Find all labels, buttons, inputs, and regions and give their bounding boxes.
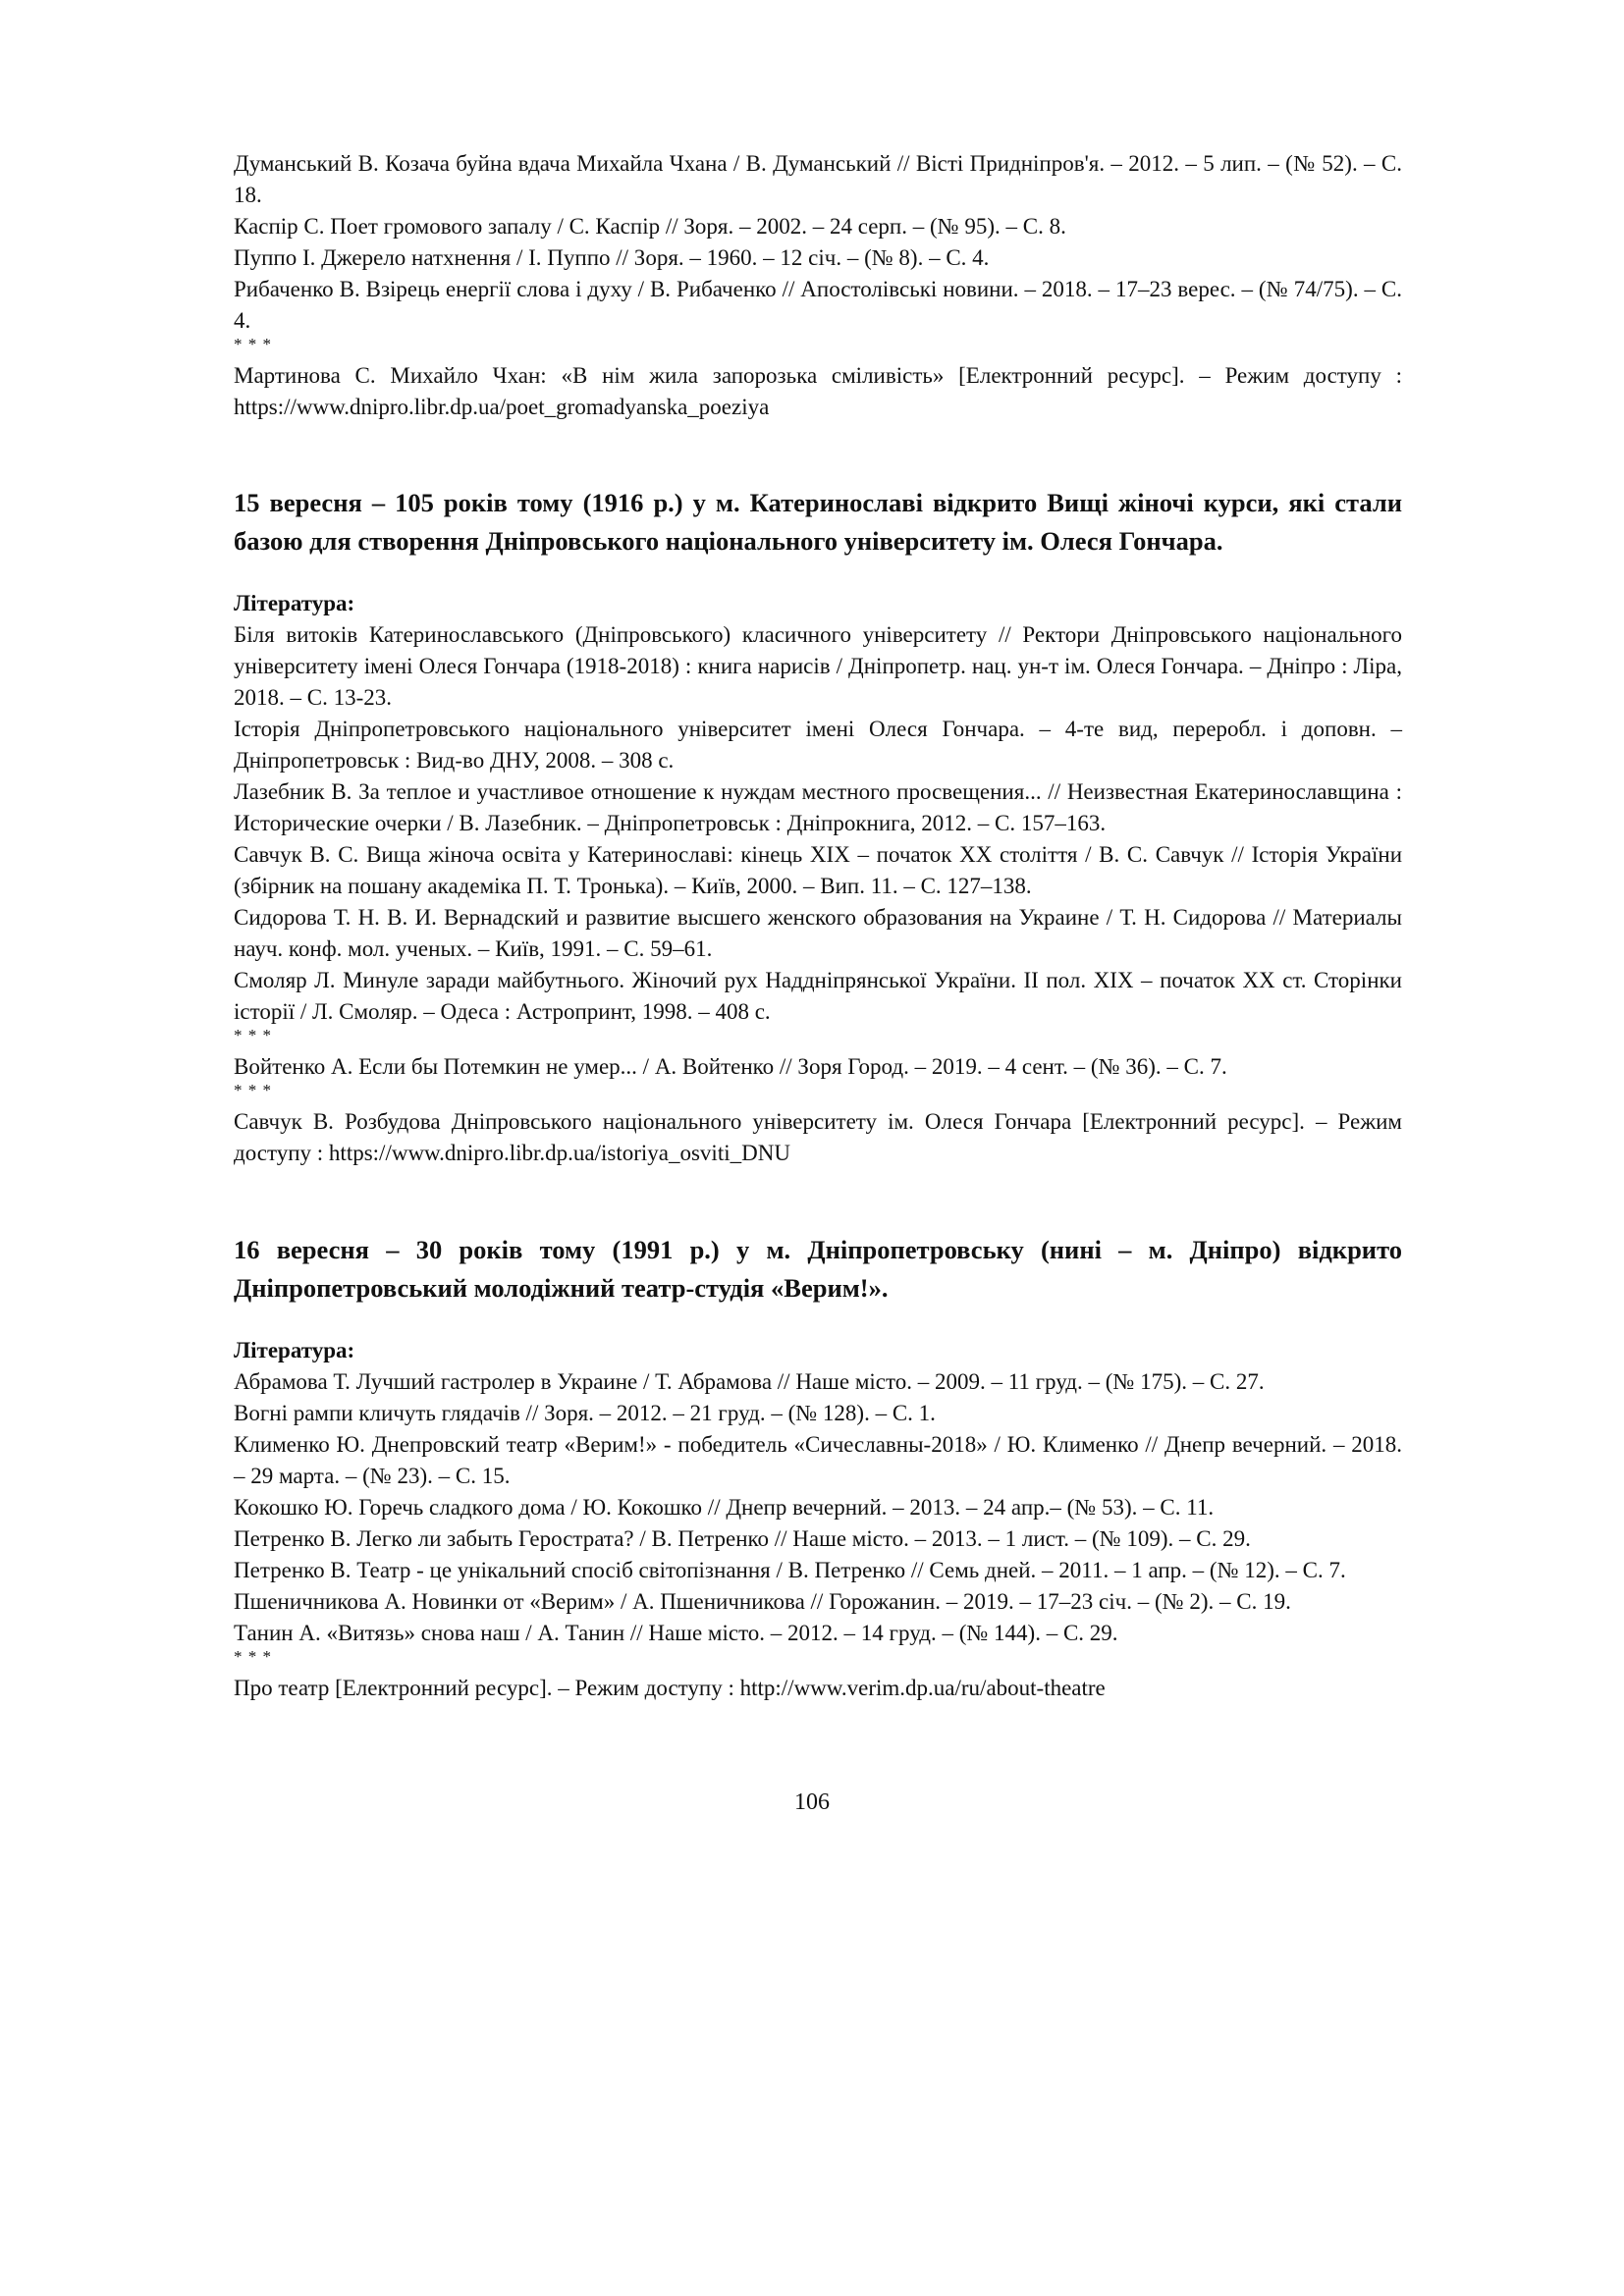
bibliography-entry: Лазебник В. За теплое и участливое отношение к нуждам местного просвещения... // Неизвестная Екатеринославщина : Исторические очерки / В. Лазебник. – Дніпропетровськ : Дніпрокнига, 2012. – С. 157–163.	[234, 779, 1402, 835]
section-separator: * * *	[234, 1026, 272, 1044]
top-bibliography-block	[234, 148, 1402, 423]
press-entry: Войтенко А. Если бы Потемкин не умер... / А. Войтенко // Зоря Город. – 2019. – 4 сент. – (№ 36). – С. 7.	[234, 1054, 1227, 1079]
bibliography-entry: Історія Дніпропетровського національного університет імені Олеся Гончара. – 4-те вид, переробл. і доповн. – Дніпропетровськ : Вид-во ДНУ, 2008. – 308 с.	[234, 717, 1402, 773]
online-resource-entry: Про театр [Електронний ресурс]. – Режим доступу : http://www.verim.dp.ua/ru/about-theatre	[234, 1676, 1106, 1700]
bibliography-entry: Абрамова Т. Лучший гастролер в Украине / Т. Абрамова // Наше місто. – 2009. – 11 груд. – (№ 175). – С. 27.	[234, 1369, 1265, 1394]
online-resource-entry: Мартинова С. Михайло Чхан: «В нім жила запорозька сміливість» [Електронний ресурс]. – Режим доступу : https://www.dnipro.libr.dp.ua/poet_gromadyanska_poeziya	[234, 363, 1402, 419]
bibliography-entry: Савчук В. С. Вища жіноча освіта у Катеринославі: кінець XIX – початок XX століття / В. С. Савчук // Історія України (збірник на пошану академіка П. Т. Тронька). – Київ, 2000. – Вип. 11. – С. 127–138.	[234, 842, 1402, 898]
bibliography-entry: Петренко В. Театр - це унікальний спосіб світопізнання / В. Петренко // Семь дней. – 2011. – 1 апр. – (№ 12). – С. 7.	[234, 1558, 1346, 1582]
event-title: 16 вересня – 30 років тому (1991 р.) у м. Дніпропетровську (нині – м. Дніпро) відкрито Дніпропетровський молодіжний театр-студія «Верим!».	[234, 1235, 1402, 1303]
bibliography-entry: Біля витоків Катеринославського (Дніпровського) класичного університету // Ректори Дніпровського національного університету імені Олеся Гончара (1918-2018) : книга нарисів / Дніпропетр. нац. ун-т ім. Олеся Гончара. – Дніпро : Ліра, 2018. – С. 13-23.	[234, 622, 1402, 710]
event-section-sept-15	[234, 484, 1402, 1169]
bibliography-entry: Смоляр Л. Минуле заради майбутнього. Жіночий рух Наддніпрянської України. II пол. XIX – початок XX ст. Сторінки історії / Л. Смоляр. – Одеса : Астропринт, 1998. – 408 с.	[234, 968, 1402, 1024]
bibliography-entry: Кокошко Ю. Горечь сладкого дома / Ю. Кокошко // Днепр вечерний. – 2013. – 24 апр.– (№ 53). – С. 11.	[234, 1495, 1215, 1520]
bibliography-entry: Рибаченко В. Взірець енергії слова і духу / В. Рибаченко // Апостолівські новини. – 2018. – 17–23 верес. – (№ 74/75). – С. 4.	[234, 277, 1402, 333]
page-number: 106	[794, 1789, 830, 1815]
bibliography-entry: Танин А. «Витязь» снова наш / А. Танин // Наше місто. – 2012. – 14 груд. – (№ 144). – С. 29.	[234, 1621, 1118, 1645]
section-separator: * * *	[234, 1081, 272, 1099]
page-content	[234, 148, 1402, 1704]
bibliography-entry: Петренко В. Легко ли забыть Герострата? / В. Петренко // Наше місто. – 2013. – 1 лист. – (№ 109). – С. 29.	[234, 1526, 1251, 1551]
bibliography-entry: Пшеничникова А. Новинки от «Верим» / А. Пшеничникова // Горожанин. – 2019. – 17–23 січ. – (№ 2). – С. 19.	[234, 1589, 1291, 1614]
bibliography-entry: Думанський В. Козача буйна вдача Михайла Чхана / В. Думанський // Вісті Придніпров'я. – 2012. – 5 лип. – (№ 52). – С. 18.	[234, 151, 1402, 207]
section-separator: * * *	[234, 1647, 272, 1666]
bibliography-entry: Вогні рампи кличуть глядачів // Зоря. – 2012. – 21 груд. – (№ 128). – С. 1.	[234, 1401, 936, 1425]
bibliography-entry: Клименко Ю. Днепровский театр «Верим!» - победитель «Сичеславны-2018» / Ю. Клименко // Днепр вечерний. – 2018. – 29 марта. – (№ 23). – С. 15.	[234, 1432, 1402, 1488]
literature-heading: Література:	[234, 591, 355, 615]
bibliography-entry: Каспір С. Поет громового запалу / С. Каспір // Зоря. – 2002. – 24 серп. – (№ 95). – С. 8.	[234, 214, 1066, 239]
event-title: 15 вересня – 105 років тому (1916 р.) у м. Катеринославі відкрито Вищі жіночі курси, які стали базою для створення Дніпровського національного університету ім. Олеся Гончара.	[234, 488, 1402, 556]
online-resource-entry: Савчук В. Розбудова Дніпровського національного університету ім. Олеся Гончара [Електронний ресурс]. – Режим доступу : https://www.dnipro.libr.dp.ua/istoriya_osviti_DNU	[234, 1109, 1402, 1165]
bibliography-entry: Пуппо І. Джерело натхнення / І. Пуппо // Зоря. – 1960. – 12 січ. – (№ 8). – С. 4.	[234, 245, 990, 270]
section-separator: * * *	[234, 335, 272, 353]
bibliography-entry: Сидорова Т. Н. В. И. Вернадский и развитие высшего женского образования на Украине / Т. Н. Сидорова // Материалы науч. конф. мол. ученых. – Київ, 1991. – С. 59–61.	[234, 905, 1402, 961]
literature-heading: Література:	[234, 1338, 355, 1362]
event-section-sept-16	[234, 1231, 1402, 1704]
